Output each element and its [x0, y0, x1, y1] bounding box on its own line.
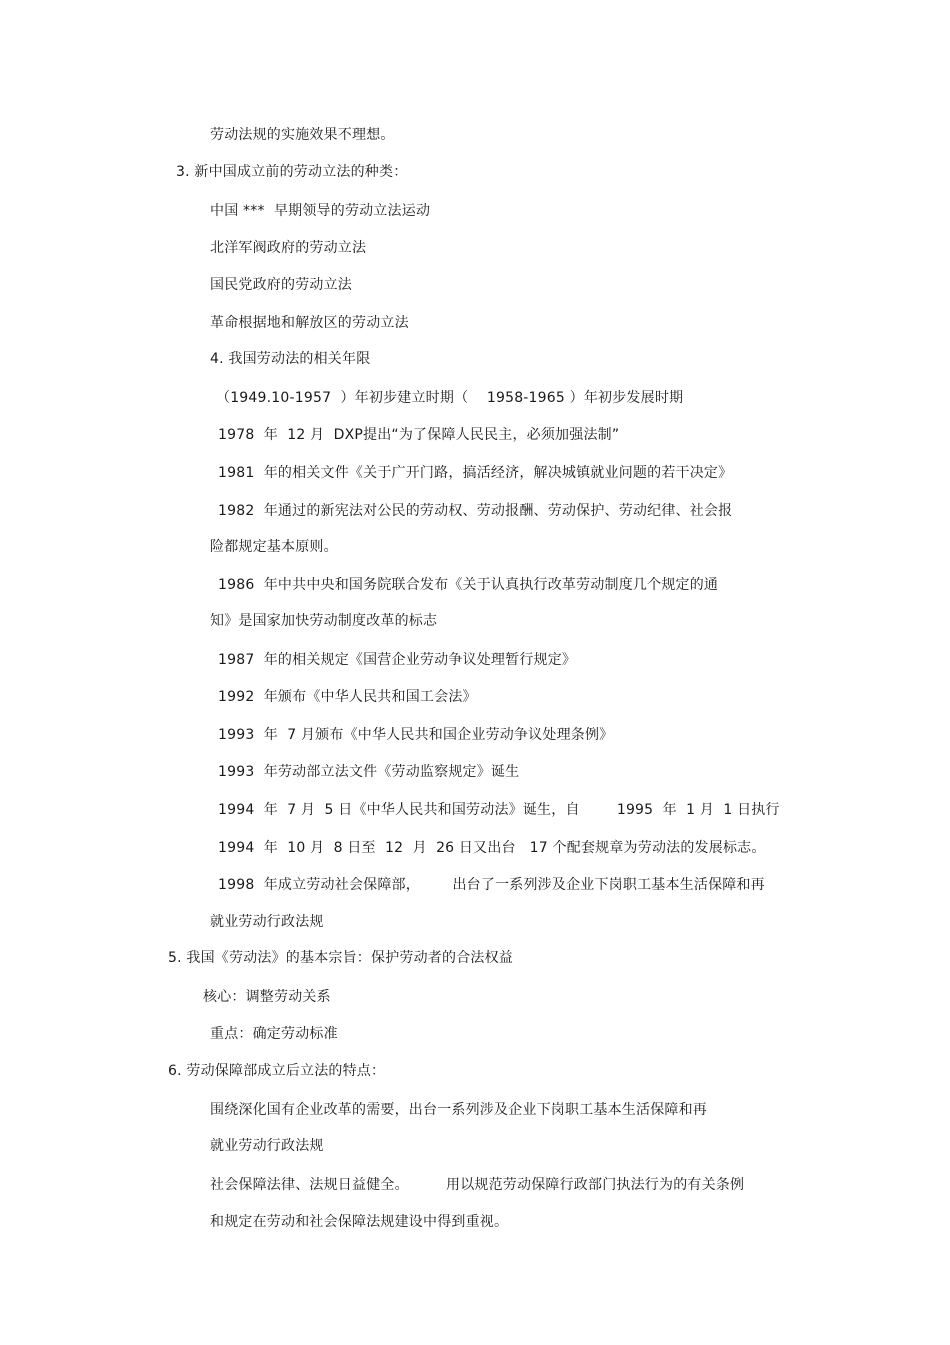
text-line-1998-continued: 就业劳动行政法规 — [210, 914, 324, 930]
text-line-1978: 1978 年 12 月 DXP提出“为了保障人民民主，必须加强法制” — [218, 427, 620, 443]
heading-6-post-ministry-features: 6. 劳动保障部成立后立法的特点： — [168, 1063, 386, 1079]
heading-4-labor-law-timeline: 4. 我国劳动法的相关年限 — [210, 351, 371, 367]
text-line-kmt-legislation: 国民党政府的劳动立法 — [210, 277, 352, 293]
text-line-core: 核心：调整劳动关系 — [203, 989, 331, 1005]
text-line-1982-continued: 险都规定基本原则。 — [210, 539, 338, 555]
text-line-soe-reform: 围绕深化国有企业改革的需要，出台一系列涉及企业下岗职工基本生活保障和再 — [210, 1102, 707, 1118]
text-line-1994-supporting-rules: 1994 年 10 月 8 日至 12 月 26 日又出台 17 个配套规章为劳动法的发展标志。 — [218, 840, 766, 856]
text-line-revolutionary-base-legislation: 革命根据地和解放区的劳动立法 — [210, 315, 409, 331]
text-line-1986: 1986 年中共中央和国务院联合发布《关于认真执行改革劳动制度几个规定的通 — [218, 577, 719, 593]
text-line-early-labor-movement: 中国 *** 早期领导的劳动立法运动 — [210, 203, 431, 219]
text-line-1986-continued: 知》是国家加快劳动制度改革的标志 — [210, 613, 438, 629]
text-line-focus: 重点：确定劳动标准 — [210, 1026, 338, 1042]
text-line-1998: 1998 年成立劳动社会保障部， 出台了一系列涉及企业下岗职工基本生活保障和再 — [218, 877, 765, 893]
text-line-1992: 1992 年颁布《中华人民共和国工会法》 — [218, 689, 477, 705]
text-line-beiyang-legislation: 北洋军阀政府的劳动立法 — [210, 240, 367, 256]
text-line-1993-july: 1993 年 7 月颁布《中华人民共和国企业劳动争议处理条例》 — [218, 727, 614, 743]
text-line-1981: 1981 年的相关文件《关于广开门路，搞活经济，解决城镇就业问题的若干决定》 — [218, 465, 733, 481]
text-line-1982: 1982 年通过的新宪法对公民的劳动权、劳动报酬、劳动保护、劳动纪律、社会报 — [218, 503, 733, 519]
text-line-soe-reform-continued: 就业劳动行政法规 — [210, 1138, 324, 1154]
text-line-social-security-continued: 和规定在劳动和社会保障法规建设中得到重视。 — [210, 1214, 509, 1230]
text-line-social-security-laws: 社会保障法律、法规日益健全。 用以规范劳动保障行政部门执法行为的有关条例 — [210, 1177, 745, 1193]
text-line-1949-1965-periods: （1949.10-1957 ）年初步建立时期（ 1958-1965 ）年初步发展时期 — [216, 390, 684, 406]
heading-5-basic-purpose: 5. 我国《劳动法》的基本宗旨：保护劳动者的合法权益 — [168, 950, 514, 966]
text-line-1987: 1987 年的相关规定《国营企业劳动争议处理暂行规定》 — [218, 652, 577, 668]
heading-3-pre-1949-legislation-types: 3. 新中国成立前的劳动立法的种类： — [176, 164, 408, 180]
text-line-1994-labor-law: 1994 年 7 月 5 日《中华人民共和国劳动法》诞生，自 1995 年 1 月 1 日执行 — [218, 802, 780, 818]
text-line-1993-inspection: 1993 年劳动部立法文件《劳动监察规定》诞生 — [218, 764, 520, 780]
text-line-implementation-effect: 劳动法规的实施效果不理想。 — [210, 127, 395, 143]
